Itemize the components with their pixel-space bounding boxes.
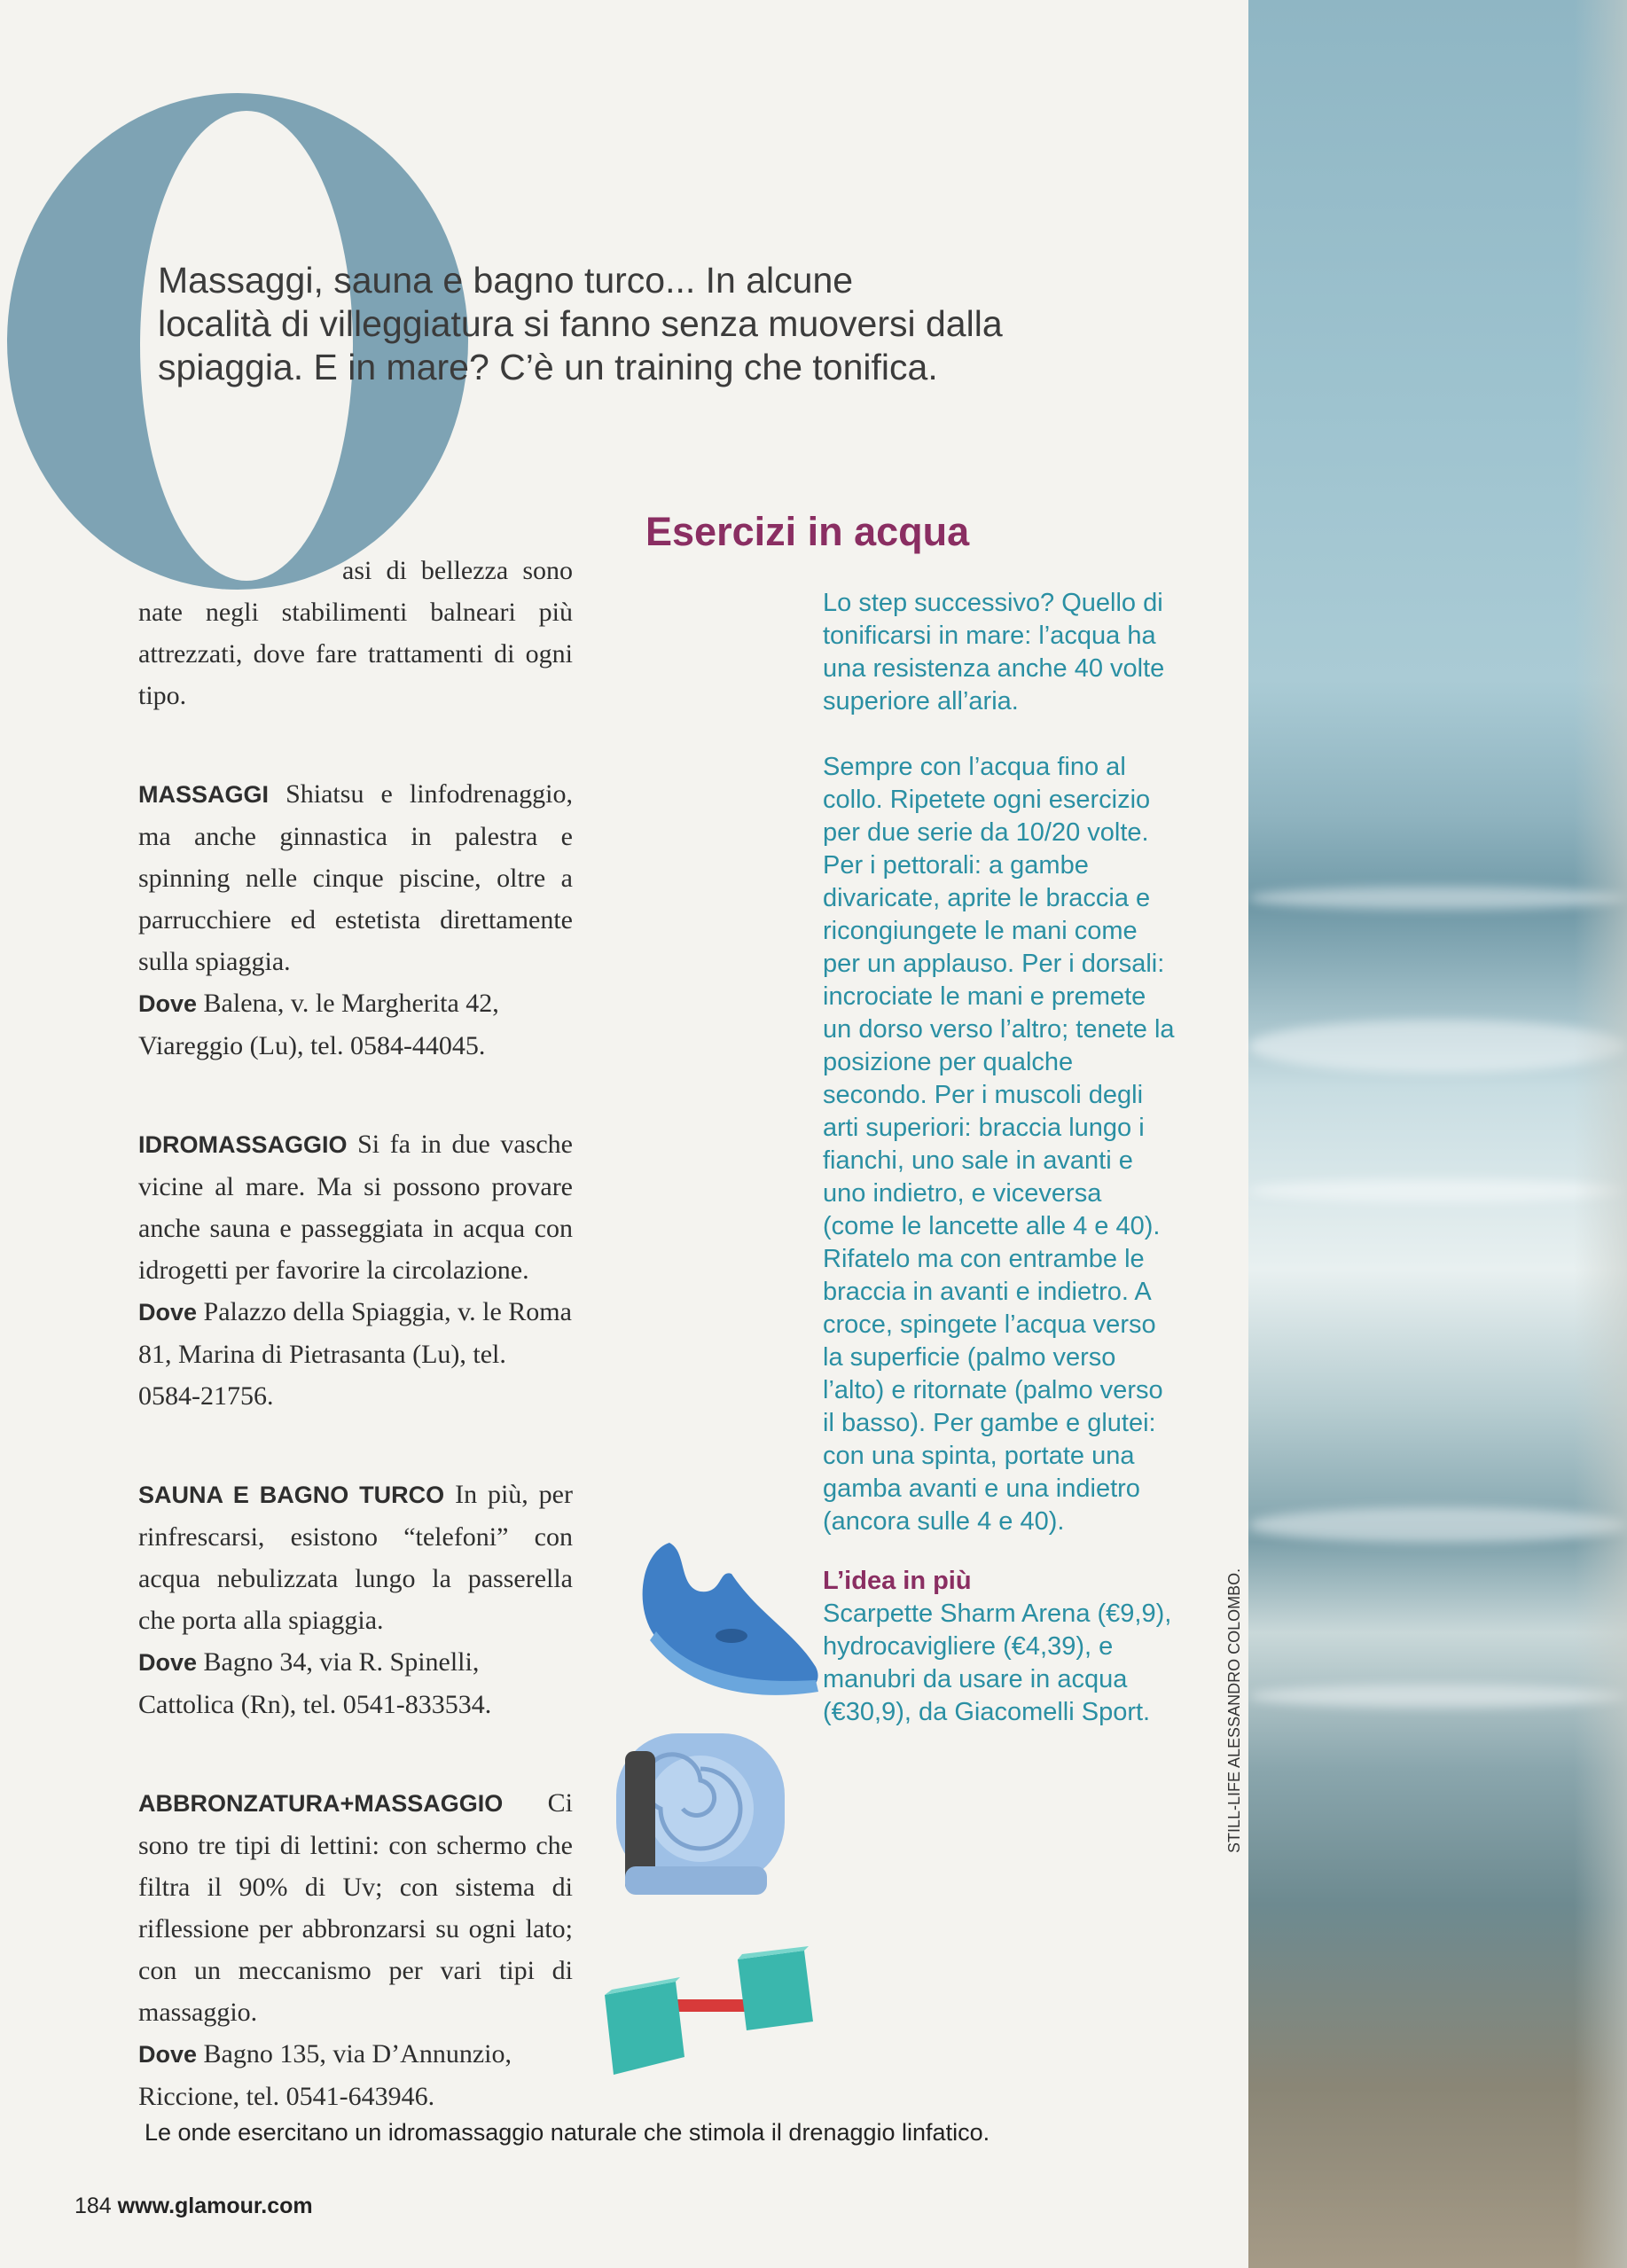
- idea-heading: L’idea in più: [823, 1567, 972, 1595]
- entry-text: In più, per rinfrescarsi, esistono “telefoni” con acqua nebulizzata lungo la passerella che porta alla spiaggia.: [138, 1480, 573, 1635]
- water-dumbbell-icon: [596, 1924, 826, 2101]
- article-column: [138, 550, 573, 2117]
- wave-foam: [1248, 1179, 1627, 1202]
- entry-address: Bagno 34, via R. Spinelli, Cattolica (Rn), tel. 0541-833534.: [138, 1647, 492, 1719]
- foam-ankle-weight-icon: [598, 1716, 802, 1920]
- photo-credit: STILL-LIFE ALESSANDRO COLOMBO.: [1225, 1568, 1243, 1853]
- exercises-column: [823, 587, 1177, 1729]
- entry-text: Ci sono tre tipi di lettini: con schermo che filtra il 90% di Uv; con sistema di riflessione per abbronzarsi su ogni lato; con un meccanismo per vari tipi di massaggio.: [138, 1788, 573, 2027]
- dove-label: Dove: [138, 1649, 198, 1676]
- entry-sauna: [138, 1474, 573, 1725]
- wave-foam: [1248, 887, 1627, 910]
- entry-massaggi: [138, 773, 573, 1067]
- intro-standfirst: Massaggi, sauna e bagno turco... In alcune località di villeggiatura si fanno senza muoversi dalla spiaggia. E in mare? C’è un training che tonifica.: [158, 260, 1003, 387]
- dove-label: Dove: [138, 2041, 198, 2068]
- entry-text: Shiatsu e linfodrenaggio, ma anche ginnastica in palestra e spinning nelle cinque piscine, oltre a parrucchiere ed estetista direttamente sulla spiaggia.: [138, 779, 574, 976]
- wave-foam: [1248, 1685, 1627, 1708]
- entry-heading: ABBRONZATURA+MASSAGGIO: [138, 1790, 504, 1817]
- exercises-intro: Lo step successivo? Quello di tonificarsi in mare: l’acqua ha una resistenza anche 40 volte superiore all’aria.: [823, 589, 1165, 716]
- page-number: 184: [74, 2194, 112, 2218]
- section-title: Esercizi in acqua: [645, 509, 970, 554]
- page-gutter-shadow: [1574, 0, 1627, 2268]
- entry-abbronzatura: [138, 1782, 573, 2117]
- wave-foam: [1248, 1507, 1627, 1543]
- dove-label: Dove: [138, 990, 198, 1017]
- exercises-body: Sempre con l’acqua fino al collo. Ripetete ogni esercizio per due serie da 10/20 volte. Per i pettorali: a gambe divaricate, aprite le braccia e ricongiungete le mani come per un applauso. Per i dorsali: incrociate le mani e premete un dorso verso l’altro; tenete la posizione per qualche secondo. Per i muscoli degli arti superiori: braccia lungo i fianchi, uno sale in avanti e uno indietro, e viceversa (come le lancette alle 4 e 40). Rifatelo ma con entrambe le braccia in avanti e indietro. A croce, spingete l’acqua verso la superficie (palmo verso l’alto) e ritornate (palmo verso il basso). Per gambe e glutei: con una spinta, portate una gamba avanti e una indietro (ancora sulle 4 e 40).: [823, 753, 1175, 1536]
- website-url: www.glamour.com: [117, 2194, 313, 2218]
- entry-heading: MASSAGGI: [138, 781, 270, 808]
- water-shoe-icon: [616, 1525, 829, 1711]
- entry-address: Palazzo della Spiaggia, v. le Roma 81, Marina di Pietrasanta (Lu), tel. 0584-21756.: [138, 1297, 572, 1411]
- entry-heading: SAUNA E BAGNO TURCO: [138, 1482, 445, 1508]
- entry-heading: IDROMASSAGGIO: [138, 1131, 348, 1158]
- entry-idromassaggio: [138, 1123, 573, 1417]
- photo-caption: Le onde esercitano un idromassaggio naturale che stimola il drenaggio linfatico.: [145, 2119, 990, 2146]
- page-folio: [74, 2194, 313, 2219]
- entry-address: Balena, v. le Margherita 42, Viareggio (Lu), tel. 0584-44045.: [138, 989, 499, 1060]
- dove-label: Dove: [138, 1299, 198, 1326]
- entry-address: Bagno 135, via D’Annunzio, Riccione, tel. 0541-643946.: [138, 2039, 512, 2111]
- wave-foam: [1248, 1020, 1627, 1073]
- entry-text: Si fa in due vasche vicine al mare. Ma si possono provare anche sauna e passeggiata in acqua con idrogetti per favorire la circolazione.: [138, 1130, 573, 1285]
- opening-paragraph: asi di bellezza sono nate negli stabilimenti balneari più attrezzati, dove fare trattamenti di ogni tipo.: [138, 556, 573, 710]
- sea-photo: [1248, 0, 1627, 2268]
- idea-text: Scarpette Sharm Arena (€9,9), hydrocavigliere (€4,39), e manubri da usare in acqua (€30,9), da Giacomelli Sport.: [823, 1599, 1172, 1726]
